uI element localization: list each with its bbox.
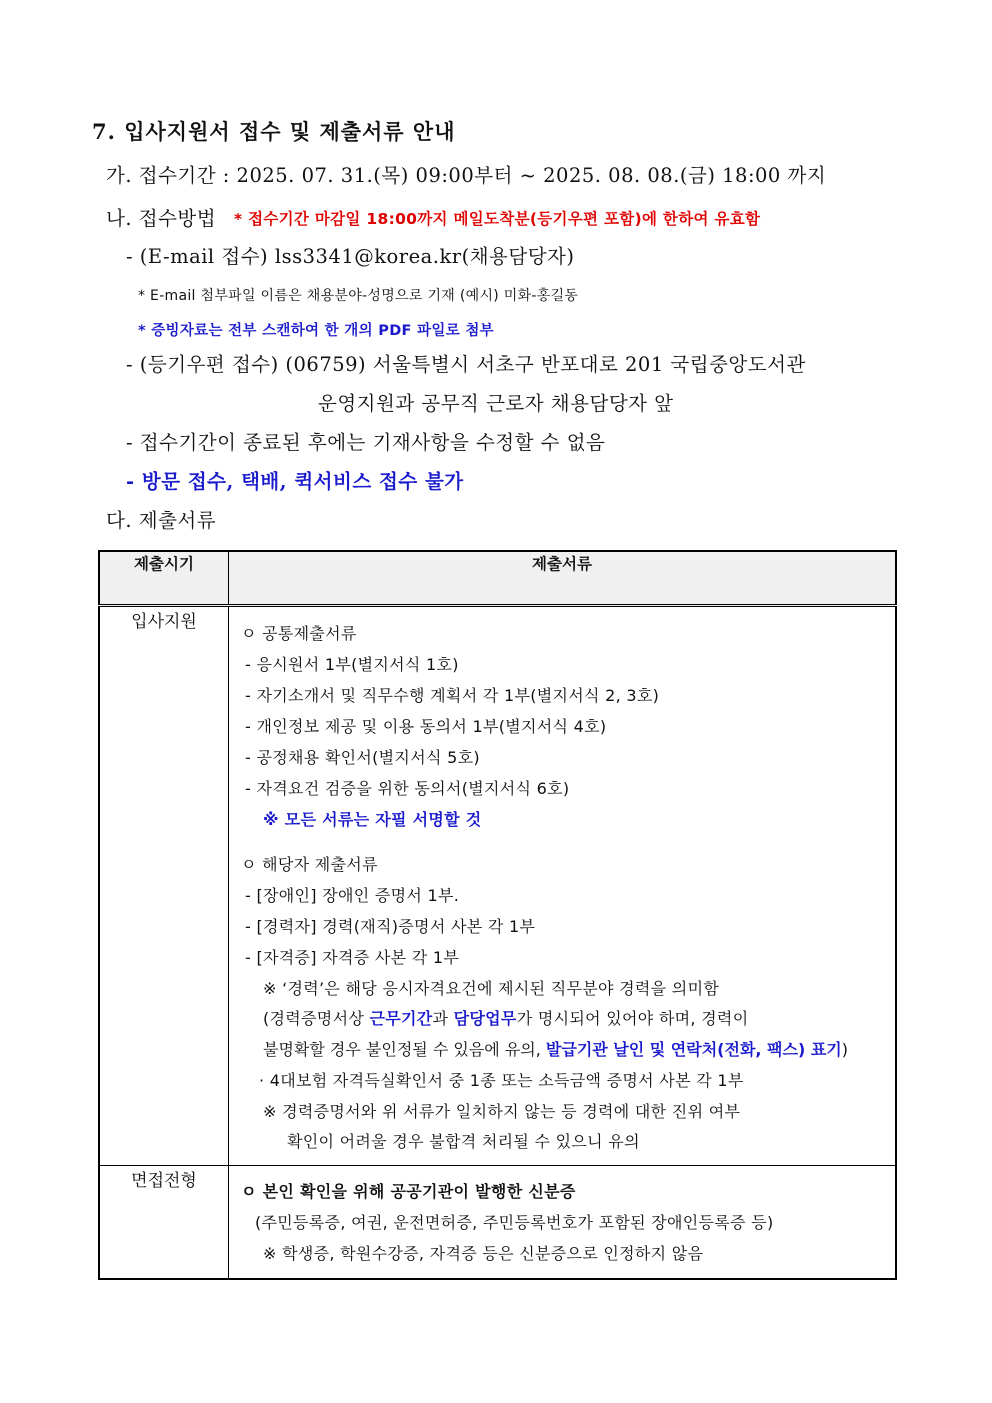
common-docs-title: ㅇ 공통제출서류 (241, 624, 357, 643)
career-note-text: ) (841, 1040, 849, 1059)
deadline-note: * 접수기간 마감일 18:00까지 메일도착분(등기우편 포함)에 한하여 유효함 (234, 210, 761, 228)
career-note-line2 (263, 1006, 748, 1029)
no-edit-note: - 접수기간이 종료된 후에는 기재사항을 수정할 수 없음 (126, 431, 606, 454)
documents-table (98, 550, 897, 1280)
header-submit-time: 제출시기 (99, 551, 229, 606)
section-title: 7. 입사지원서 접수 및 제출서류 안내 (92, 119, 456, 144)
warning-line2: 확인이 어려울 경우 불합격 처리될 수 있으니 유의 (287, 1132, 640, 1151)
header-documents: 제출서류 (229, 551, 897, 606)
applicable-docs-title: ㅇ 해당자 제출서류 (241, 855, 378, 874)
common-doc-item: - 자격요건 검증을 위한 동의서(별지서식 6호) (245, 779, 570, 798)
email-file-note: * E-mail 첨부파일 이름은 채용분야-성명으로 기재 (예시) 미화-홍길동 (138, 288, 579, 304)
insurance-note: · 4대보험 자격득실확인서 중 1종 또는 소득금액 증명서 사본 각 1부 (259, 1071, 744, 1090)
no-visit-note: - 방문 접수, 택배, 퀵서비스 접수 불가 (126, 470, 464, 493)
docs-label: 다. 제출서류 (106, 509, 217, 532)
stage-apply: 입사지원 (99, 606, 229, 1166)
common-doc-item: - 응시원서 1부(별지서식 1호) (245, 655, 459, 674)
pdf-note: * 증빙자료는 전부 스캔하여 한 개의 PDF 파일로 첨부 (138, 323, 494, 339)
duty-highlight: 담당업무 (453, 1009, 517, 1028)
interview-documents-cell (229, 1166, 897, 1280)
common-doc-item: - 개인정보 제공 및 이용 동의서 1부(별지서식 4호) (245, 717, 607, 736)
applicable-doc-item: - [자격증] 자격증 사본 각 1부 (245, 948, 460, 967)
work-period-highlight: 근무기간 (369, 1009, 433, 1028)
applicable-doc-item: - [장애인] 장애인 증명서 1부. (245, 886, 460, 905)
post-method-line2: 운영지원과 공무직 근로자 채용담당자 앞 (318, 392, 674, 415)
common-doc-item: - 공정채용 확인서(별지서식 5호) (245, 748, 480, 767)
apply-documents-cell (229, 606, 897, 1166)
method-label: 나. 접수방법 (106, 207, 217, 230)
id-card-title: ㅇ 본인 확인을 위해 공공기관이 발행한 신분증 (241, 1182, 576, 1201)
signature-note: ※ 모든 서류는 자필 서명할 것 (263, 810, 482, 829)
stage-interview: 면접전형 (99, 1166, 229, 1280)
post-method-line1: - (등기우편 접수) (06759) 서울특별시 서초구 반포대로 201 국립중앙도서관 (126, 353, 806, 376)
email-method: - (E-mail 접수) lss3341@korea.kr(채용담당자) (126, 245, 575, 268)
career-note-text: (경력증명서상 (263, 1009, 370, 1028)
applicable-doc-item: - [경력자] 경력(재직)증명서 사본 각 1부 (245, 917, 536, 936)
common-doc-item: - 자기소개서 및 직무수행 계획서 각 1부(별지서식 2, 3호) (245, 686, 660, 705)
career-note-line1: ※ ‘경력’은 해당 응시자격요건에 제시된 직무분야 경력을 의미함 (263, 979, 720, 998)
warning-line1: ※ 경력증명서와 위 서류가 일치하지 않는 등 경력에 대한 진위 여부 (263, 1102, 741, 1121)
id-card-note: ※ 학생증, 학원수강증, 자격증 등은 신분증으로 인정하지 않음 (263, 1244, 704, 1263)
career-note-line3 (263, 1037, 848, 1060)
career-note-text: 과 (432, 1009, 454, 1028)
id-card-examples: (주민등록증, 여권, 운전면허증, 주민등록번호가 포함된 장애인등록증 등) (255, 1213, 774, 1232)
career-note-text: 가 명시되어 있어야 하며, 경력이 (516, 1009, 749, 1028)
application-period: 가. 접수기간 : 2025. 07. 31.(목) 09:00부터 ~ 2025. 08. 08.(금) 18:00 까지 (106, 164, 827, 187)
career-note-text: 불명확할 경우 불인정될 수 있음에 유의, (263, 1040, 546, 1059)
issuer-seal-highlight: 발급기관 날인 및 연락처(전화, 팩스) 표기 (545, 1040, 842, 1059)
